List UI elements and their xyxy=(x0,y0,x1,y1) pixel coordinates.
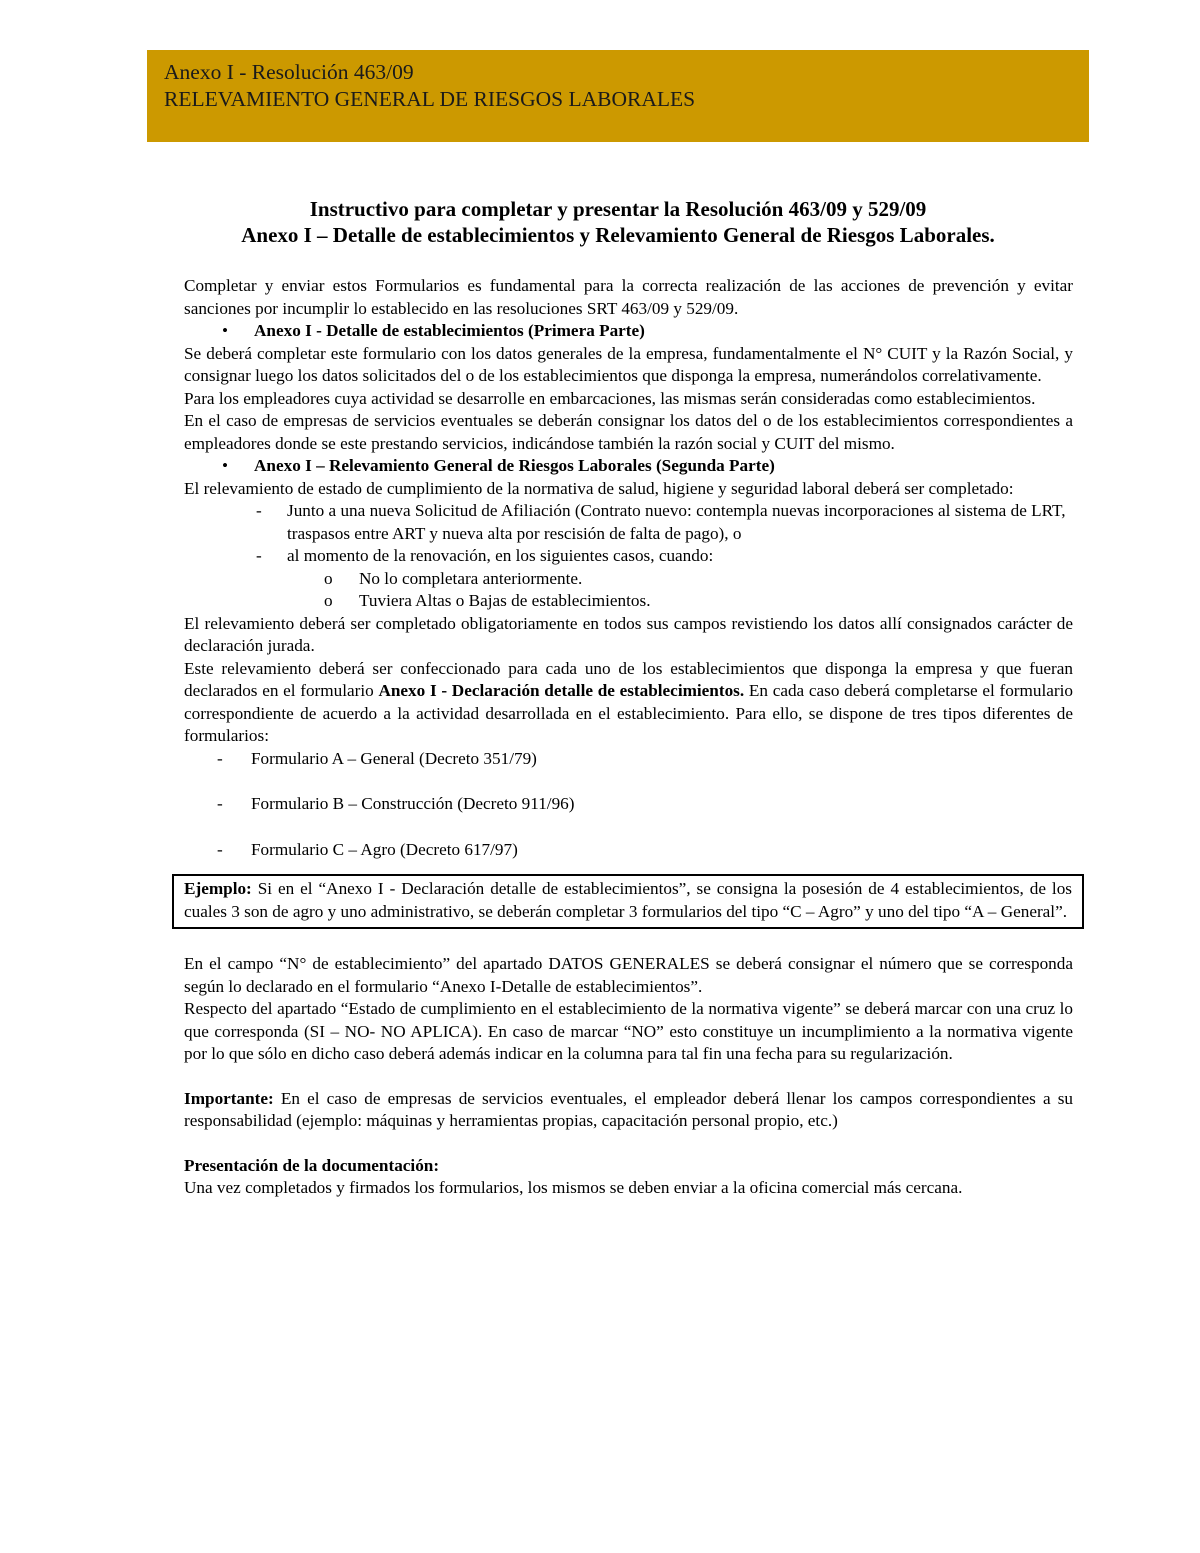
form-item-text: Formulario B – Construcción (Decreto 911/96) xyxy=(251,794,575,813)
form-item xyxy=(184,748,1073,771)
important-label: Importante: xyxy=(184,1088,274,1108)
title-line-1: Instructivo para completar y presentar la Resolución 463/09 y 529/09 xyxy=(309,197,927,221)
dash-item xyxy=(184,500,1073,545)
section-2-paragraph-3 xyxy=(184,658,1073,748)
form-item xyxy=(184,793,1073,816)
sub-item-text: No lo completara anteriormente. xyxy=(359,568,583,588)
title-line-2: Anexo I – Detalle de establecimientos y Relevamiento General de Riesgos Laborales. xyxy=(241,223,995,247)
section-2-paragraph-2: El relevamiento deberá ser completado obligatoriamente en todos sus campos revistiendo los datos allí consignados carácter de declaración jurada. xyxy=(184,613,1073,655)
bullet-marker: • xyxy=(222,321,229,340)
section-2-heading-text: Anexo I – Relevamiento General de Riesgos Laborales (Segunda Parte) xyxy=(254,456,775,475)
form-item-text: Formulario C – Agro (Decreto 617/97) xyxy=(251,839,518,859)
header-line-2: RELEVAMIENTO GENERAL DE RIESGOS LABORALES xyxy=(164,87,696,111)
document-title xyxy=(147,196,1089,248)
p3-text-c: En cada caso deberá completarse el formulario correspondiente de acuerdo a la actividad desarrollada en el establecimiento. Para ello, se dispone de tres tipos diferentes de formularios: xyxy=(184,681,1073,745)
dash-marker: - xyxy=(256,501,262,520)
p3-text-a: Este relevamiento deberá ser confeccionado para cada uno de los establecimientos que disponga la empresa y que fueran declarados en el formulario xyxy=(184,658,1073,700)
dash-marker: - xyxy=(217,794,223,813)
sub-item xyxy=(184,590,1073,613)
sub-marker: o xyxy=(324,591,333,610)
example-text: Si en el “Anexo I - Declaración detalle de establecimientos”, se consigna la posesión de 4 establecimientos, de los cuales 3 son de agro y uno administrativo, se deberán completar 3 formularios del tipo “C – Agro” y uno del tipo “A – General”. xyxy=(184,879,1072,921)
form-item-text: Formulario A – General (Decreto 351/79) xyxy=(251,748,537,768)
presentation-heading: Presentación de la documentación: xyxy=(184,1155,440,1175)
example-label: Ejemplo: xyxy=(184,879,252,898)
header-banner xyxy=(147,50,1089,142)
dash-marker: - xyxy=(217,839,223,859)
section-1-paragraph-2: Para los empleadores cuya actividad se desarrolle en embarcaciones, las mismas serán consideradas como establecimientos. xyxy=(184,388,1036,408)
sub-item-text: Tuviera Altas o Bajas de establecimientos. xyxy=(359,591,651,610)
section-2-paragraph-1: El relevamiento de estado de cumplimiento de la normativa de salud, higiene y seguridad laboral deberá ser completado: xyxy=(184,478,1014,498)
example-box xyxy=(172,874,1084,929)
sub-item xyxy=(184,568,1073,591)
dash-marker: - xyxy=(256,546,262,565)
intro-paragraph: Completar y enviar estos Formularios es fundamental para la correcta realización de las acciones de prevención y evitar sanciones por incumplir lo establecido en las resoluciones SRT 463/09 y 529/09. xyxy=(184,276,1073,318)
section-2-heading xyxy=(184,455,1073,478)
form-item xyxy=(184,839,1073,862)
section-1-heading xyxy=(184,320,1073,343)
section-1-heading-text: Anexo I - Detalle de establecimientos (Primera Parte) xyxy=(254,321,645,340)
section-1-paragraph-3: En el caso de empresas de servicios eventuales se deberán consignar los datos del o de los establecimientos correspondientes a empleadores donde se este prestando servicios, indicándose también la razón social y CUIT del mismo. xyxy=(184,411,1073,453)
document-body xyxy=(184,275,1073,1200)
important-text: En el caso de empresas de servicios eventuales, el empleador deberá llenar los campos correspondientes a su responsabilidad (ejemplo: máquinas y herramientas propias, capacitación personal propio, etc.) xyxy=(184,1088,1073,1130)
bullet-marker: • xyxy=(222,456,229,475)
p3-form-name: Anexo I - Declaración detalle de establecimientos. xyxy=(378,681,745,700)
dash-marker: - xyxy=(217,748,223,768)
section-1-paragraph-1: Se deberá completar este formulario con los datos generales de la empresa, fundamentalmente el N° CUIT y la Razón Social, y consignar luego los datos solicitados del o de los establecimientos que disponga la empresa, numerándolos correlativamente. xyxy=(184,343,1073,385)
status-paragraph: Respecto del apartado “Estado de cumplimiento en el establecimiento de la normativa vigente” se deberá marcar con una cruz lo que corresponda (SI – NO- NO APLICA). En caso de marcar “NO” esto constituye un incumplimiento a la normativa vigente por lo que sólo en dicho caso deberá además indicar en la columna para tal fin una fecha para su regularización. xyxy=(184,999,1073,1063)
dash-item-text: Junto a una nueva Solicitud de Afiliación (Contrato nuevo: contempla nuevas incorporaciones al sistema de LRT, traspasos entre ART y nueva alta por rescisión de falta de pago), o xyxy=(287,501,1066,543)
header-line-1: Anexo I - Resolución 463/09 xyxy=(164,60,414,84)
dash-item-text: al momento de la renovación, en los siguientes casos, cuando: xyxy=(287,546,714,565)
field-paragraph: En el campo “N° de establecimiento” del apartado DATOS GENERALES se deberá consignar el número que se corresponda según lo declarado en el formulario “Anexo I-Detalle de establecimientos”. xyxy=(184,954,1073,996)
important-paragraph xyxy=(184,1088,1073,1133)
dash-item xyxy=(184,545,1073,568)
presentation-text: Una vez completados y firmados los formularios, los mismos se deben enviar a la oficina comercial más cercana. xyxy=(184,1178,963,1197)
sub-marker: o xyxy=(324,568,333,588)
